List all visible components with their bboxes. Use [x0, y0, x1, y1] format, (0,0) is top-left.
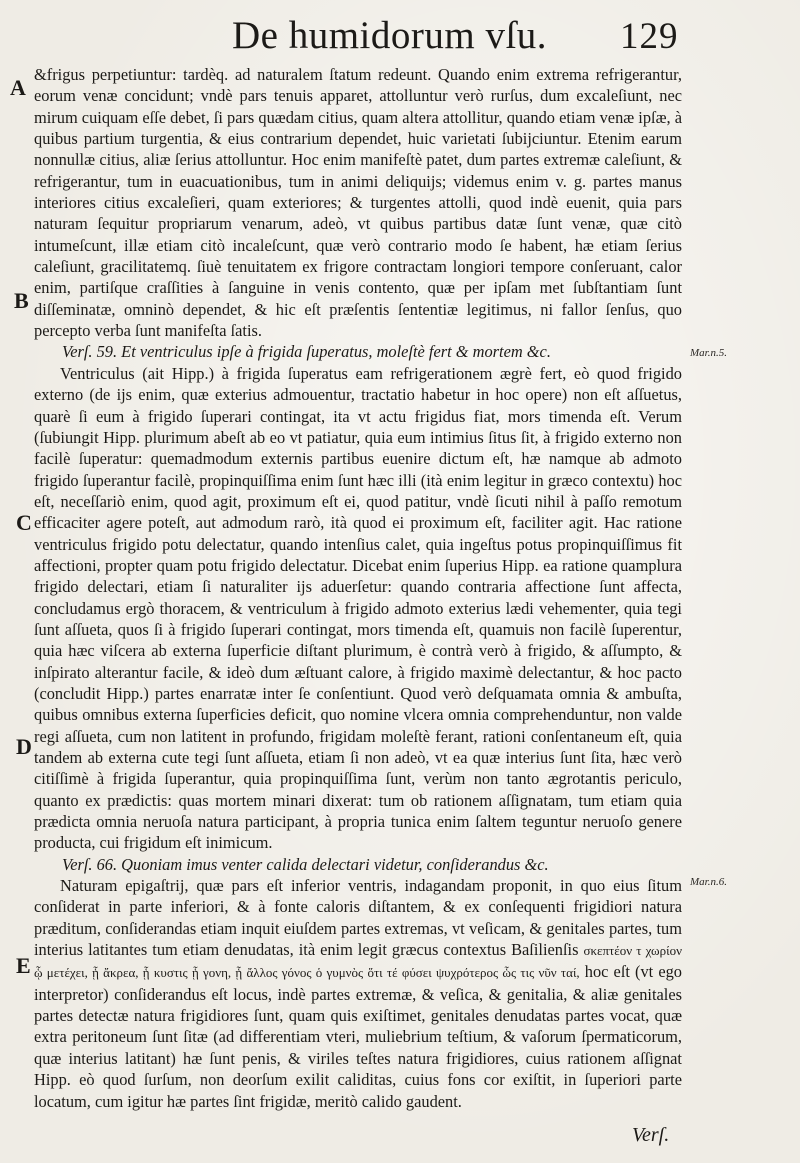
paragraph-2: Ventriculus (ait Hipp.) à frigida ſuperatus eam refrigerationem ægrè fert, eò quod frigido externo (de ijs enim, quæ exterius admouentur, tractatio habetur in hoc opere) non eſt aſſuetus, quarè ſi eum à frigido ſuperari contingat, ita vt actu frigidus fiat, mors timenda eſt. Verum (ſubiungit Hipp. plurimum abeſt ab eo vt patiatur, quia eum intimius ſitus ſit, à frigido externo non facilè ſuperatur: quemadmodum externis partibus euenire dictum eſt, hæ namque ab admoto frigido ſuperantur facilè, propinquiſſima enim ſunt hæc illi (ità enim legitur in græco contextu) hoc eſt, neceſſariò enim, quod agit, proximum eſt ei, quod patitur, vndè ſicuti nihil à paſſo remotum efficaciter agere poteſt, aut admodum rarò, ità quod ei proximum eſt, faciliter agit. Hac ratione ventriculus frigido potu delectatur, quando intenſius calet, quia ingeſtus potus propinquiſſimus fit affectioni, propter quam potu frigido delectatur. Dicebat enim ſuperius Hipp. ea ratione quamplura frigido delectari, etiam ſi naturaliter ijs aduerſetur: quando contraria affectione ſunt affecta, concludamus ergò thoracem, & ventriculum à frigido admoto exterius lædi vehementer, quia tegi ſunt aſſueta, quos ſi à frigido ſuperari contingat, mors timenda eſt, quamuis non facilè ſuperentur, quia hæc viſcera ab externa ſuperficie diſtant plurimum, è contrà verò à frigido, & aſſumpto, & inſpirato alterantur facile, & ideò dum æſtuant calore, à frigido maximè delectantur, & hoc pacto (concludit Hipp.) partes enarratæ inter ſe conſentiunt. Quod verò deſquamata omnia & ambuſta, quibus omnibus externa ſuperficies deficit, quo nomine vlcera omnia comprehenduntur, non valde regi aſſueta, cum non latitent in profundo, frigidam moleſtè ferant, rationi conſentaneum eſt, quia tandem ab externa cute tegi ſunt aſſueta, etiam ſi non adeò, vt ea quæ interius ſunt ſita, hæc verò citiſſimè à frigida ſuperantur, quia propinquiſſima ſunt, verùm non tanto ægrotantis periculo, quanto ex prædictis: quas mortem minari dixerat: tum ob rationem aſſignatam, tum etiam quia prædicta omnia neruoſa natura participant, à propria tunica enim ſaltem teguntur neruoſo genere producta, cui frigidum eſt inimicum.: [34, 363, 682, 853]
greek-quotation: σκεπτέον τ χωρίον ᾧ μετέχει, ᾗ ἄκρεα, ᾗ κυστις ᾗ γονη, ᾗ ἄλλος γόνος ὁ γυμνὸς ὅτι τέ φύσει ψυχρότερος ὧς τις νῦν ταί,: [34, 943, 682, 981]
verse-heading-66: Verſ. 66. Quoniam imus venter calida delectari videtur, conſiderandus &c.: [62, 854, 549, 874]
margin-letter-a: A: [10, 75, 26, 100]
margin-letter-c: C: [16, 510, 32, 535]
paragraph-3: [34, 875, 682, 1112]
margin-letter-e: E: [16, 953, 31, 978]
margin-note-6: Mar.n.6.: [690, 876, 727, 888]
text-body: [34, 64, 682, 1112]
paragraph-1: &frigus perpetiuntur: tardèq. ad naturalem ſtatum redeunt. Quando enim extrema refrigerantur, eorum venæ concidunt; vndè pars tenuis apparet, attolluntur verò rurſus, dum excaleſiunt, nec mirum cuiquam eſſe debet, ſi pars quædam citius, quam altera attollitur, quando etiam venæ ipſæ, à quibus partium turgentia, & eius contrarium dependet, huic varietati ſubijciuntur. Etenim earum nonnullæ citius, aliæ ſerius attolluntur. Hoc enim manifeſtè patet, dum partes extremæ caleſiunt, & refrigerantur, tum in euacuationibus, tum in animi deliquijs; videmus enim v. g. partes manus interiores citius excaleſieri, quam exteriores; & turgentes attolli, quod indè euenit, quia pars naturam ſequitur propriarum venarum, adeò, vt quibus partibus datæ ſunt venæ, quæ citò intumeſcunt, illæ etiam citò incaleſcunt, quæ verò contrario modo ſe habent, hæ etiam ſerius caleſiunt, gracilitatemq. ſiuè tenuitatem ex frigore contractam longiori tempore conſeruant, calor enim, partiſque craſſities à ſanguine in venis contento, quæ per ipſam met ſubſtantiam ſunt diſſeminatæ, omninò dependet, & hic eſt præſentis ſententiæ legitimus, ni fallor ſenſus, quo percepto verba ſunt manifeſta ſatis.: [34, 65, 682, 341]
verse-heading-59: Verſ. 59. Et ventriculus ipſe à frigida ſuperatus, moleſtè fert & mortem &c.: [62, 342, 551, 362]
page-number: 129: [620, 16, 679, 57]
running-header: [0, 8, 800, 64]
margin-letter-d: D: [16, 734, 32, 759]
running-title: De humidorum vſu.: [232, 14, 548, 57]
margin-note-5: Mar.n.5.: [690, 347, 727, 359]
catchword: Verſ.: [632, 1124, 670, 1146]
paragraph-3-part-a: Naturam epigaſtrij, quæ pars eſt inferior ventris, indagandam proponit, in quo eius ſitum conſiderat in parte inferiori, & à fonte caloris diſtantem, & ex conſequenti frigidiori natura præditum, conſiderandas etiam inquit eiuſdem partes extremas, vt veſicam, & genitales partes, tum interius latitantes tum etiam denudatas, ità enim legit græcus contextus Baſilienſis: [34, 876, 682, 960]
margin-letter-b: B: [14, 288, 29, 313]
paragraph-3-part-b: hoc eſt (vt ego interpretor) conſiderandus eſt locus, indè partes extremæ, & veſica, & genitalia, & aliæ genitales partes detectæ natura frigidiores ſunt, quam quis exiſtimet, genitales denudatas partes vocat, quæ extra peritoneum ſunt ſitæ (ad differentiam vteri, muliebrium teſtium, & vaſorum ſpermaticorum, quæ interius latitant) hæ ſunt penis, & viriles teſtes natura frigidiores, cuius rationem aſſignat Hipp. eò quod ſurſum, non deorſum exilit caliditas, cuius fons cor exiſtit, in ſuperiori parte locatum, cum igitur hæ partes ſint frigidæ, meritò calido gaudent.: [34, 962, 682, 1111]
